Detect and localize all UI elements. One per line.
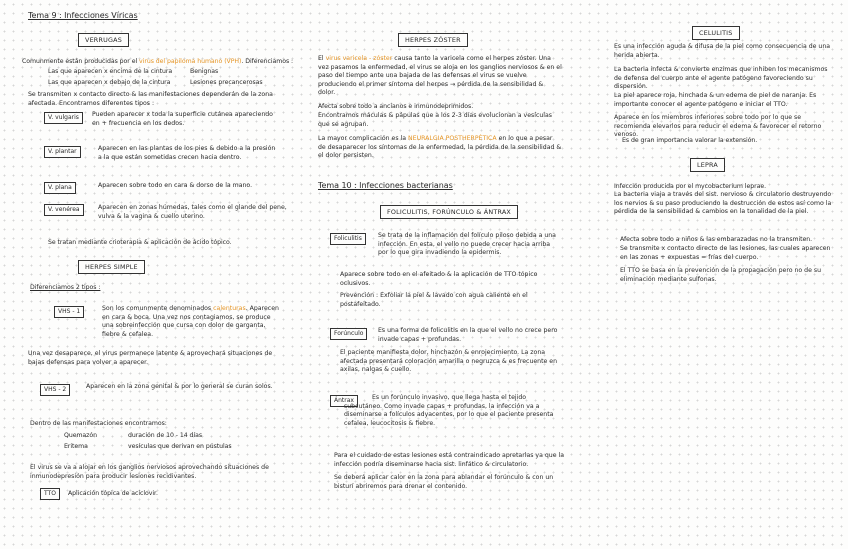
herpes-zoster-p3: Encontramos máculas & pápulas que a los 2-3 días evolucionan a vesículas que se agrupan. — [318, 112, 553, 128]
celulitis-heading-box: CELULITIS — [692, 26, 740, 40]
vhs1-text: Son los comunmente denominados calenturas. Aparecen en cara & boca. Una vez nos contagiamos, se produce una sobreinfección que cursa con dolor de garganta, fiebre & cefalea. — [102, 305, 279, 338]
verrugas-contagio: Se transmiten x contacto directo & las manifestaciones dependerán de la zona afectada. Encontramos diferentes tipos : — [28, 91, 273, 107]
verrugas-tratamiento: Se tratan mediante crioterapia & aplicación de ácido tópico. — [48, 239, 232, 246]
celulitis-p4: Aparece en los miembros inferiores sobre todo por lo que se recomienda elevarlos para reducir el edema & favorecer el retorno venoso. — [614, 114, 822, 139]
lepra-p2: La bacteria viaja a través del sist. nervioso & circulatorio destruyendo los nervios & su paso produciendo la destrucción de estos así como la pérdida de la sensibilidad & cambios en la tonalidad de la piel. — [614, 191, 832, 216]
verrugas-intro: Comunmente están producidas por el virus del papiloma humano (VPH). Diferenciamos : — [22, 58, 294, 65]
verrugas-row-1-type: Benignas — [190, 68, 219, 75]
cuidado-lesiones: Para el cuidado de estas lesiones está contraindicado apretarlas ya que la infección podría diseminarse hacia sist. linfático & circulatorio. — [334, 452, 564, 468]
verrugas-heading-box: VERRUGAS — [78, 33, 129, 47]
lepra-p4: Se transmite x contacto directo de las lesiones, las cuales aparecen en las zonas + expuestas = frías del cuerpo. — [620, 245, 831, 261]
v-vulgaris-text: Pueden aparecer x toda la superficie cutánea apareciendo en + frecuencia en los dedos. — [92, 111, 273, 127]
manifestaciones-intro: Dentro de las manifestaciones encontramos: — [30, 420, 167, 427]
verrugas-row-2: Las que aparecen x debajo de la cintura — [48, 79, 171, 86]
celulitis-p2: La bacteria infecta & convierte enzimas que inhiben los mecanismos de defensa del cuerpo ante el agente patógeno favoreciendo su dispersión. — [614, 66, 828, 91]
aplicar-calor: Se deberá aplicar calor en la zona para ablandar el forúnculo & con un bisturí abriremos para drenar el contenido. — [334, 474, 554, 490]
v-plana-label: V. plana — [44, 182, 76, 194]
foliculitis-label: Foliculitis — [330, 233, 366, 245]
lepra-p5: El TTO se basa en la prevención de la propagación pero no de su eliminación mediante sulfonas. — [620, 267, 822, 283]
celulitis-p1: Es una infección aguda & difusa de la piel como consecuencia de una herida abierta. — [614, 43, 831, 59]
celulitis-p3: La piel aparece roja, hinchada & un edema de piel de naranja. Es importante conocer el agente patógeno e iniciar el TTO. — [614, 92, 817, 108]
verrugas-row-2-type: Lesiones precancerosas — [190, 79, 263, 86]
antrax-text: Es un forúnculo invasivo, que llega hasta el tejido subcutáneo. Como invade capas + profundas, la infección va a diseminarse a folículos adyacentes, por lo que el paciente presenta cefalea, leucocitosis & fiebre. — [344, 394, 554, 427]
foliculitis-zones: Aparece sobre todo en el afeitado & la aplicación de TTO tópico oclusivos. — [340, 271, 538, 287]
v-venerea-text: Aparecen en zonas húmedas, tales como el glande del pene, vulva & la vagina & cuello uterino. — [98, 204, 287, 220]
celulitis-p5: Es de gran importancia valorar la extensión. — [622, 137, 758, 144]
herpes-zoster-heading-box: HERPES ZÓSTER — [398, 33, 468, 47]
herpes-simple-heading-box: HERPES SIMPLE — [78, 260, 145, 274]
lepra-p1: Infección producida por el mycobacterium leprae. — [614, 183, 766, 190]
tto-label: TTO — [40, 488, 60, 500]
herpes-simple-intro: Diferenciamos 2 tipos : — [30, 284, 101, 291]
v-plantar-text: Aparecen en las plantas de los pies & debido a la presión a la que están sometidas crecen hacia dentro. — [98, 145, 276, 161]
v-venerea-label: V. venérea — [44, 204, 84, 216]
manif-2-b: vesículas que derivan en pústulas — [128, 443, 232, 450]
forunculo-label: Forúnculo — [330, 328, 367, 340]
antrax-label: Ántrax — [330, 395, 358, 407]
herpes-zoster-p1: El virus varicela - zóster causa tanto la varicela como el herpes zóster. Una vez pasamos la enfermedad, el virus se aloja en los ganglios nerviosos & en el paso del tiempo ante una bajada de las defensas el virus se vuelve produciendo el primer síntoma del herpes → pérdida de la sensibilidad & dolor. — [318, 55, 562, 97]
foliculitis-text: Se trata de la inflamación del folículo piloso debida a una infección. En esta, el vello no puede crecer hacia arriba por lo que gira invadiendo la epidermis. — [378, 232, 556, 257]
tto-text: Aplicación tópica de aciclovir. — [68, 490, 158, 497]
herpes-inmuno: El virus se va a alojar en los ganglios nerviosos aprovechando situaciones de inmunodepresión para producir lesiones recidivantes. — [30, 464, 269, 480]
herpes-zoster-p4: La mayor complicación es la NEURALGIA POSTHERPÉTICA en lo que a pesar de desaparecer los síntomas de la enfermedad, la pérdida de la sensibilidad & el dolor persisten. — [318, 135, 562, 160]
v-vulgaris-label: V. vulgaris — [44, 112, 83, 124]
vhs1-label: VHS - 1 — [54, 306, 84, 318]
tema-10-title: Tema 10 : Infecciones bacterianas — [318, 181, 453, 190]
foliculitis-heading-box: FOLICULITIS, FORÚNCULO & ÁNTRAX — [380, 205, 518, 219]
verrugas-row-1: Las que aparecen x encima de la cintura — [48, 68, 173, 75]
foliculitis-prevencion: Prevención : Exfoliar la piel & lavado con agua caliente en el postafeitado. — [340, 292, 528, 308]
forunculo-sintomas: El paciente manifiesta dolor, hinchazón & enrojecimiento. La zona afectada presentará coloración amarilla o negruzca & es frecuente en axilas, nalgas & cuello. — [340, 349, 558, 374]
manif-2-a: Eritema — [64, 443, 88, 450]
v-plantar-label: V. plantar — [44, 146, 81, 158]
vhs2-text: Aparecen en la zona genital & por lo general se curan solos. — [86, 383, 273, 390]
vhs2-label: VHS - 2 — [40, 384, 70, 396]
herpes-latency: Una vez desaparece, el virus permanece latente & aprovechará situaciones de bajas defensas para volver a aparecer. — [28, 350, 273, 366]
lepra-heading-box: LEPRA — [690, 158, 725, 172]
forunculo-text: Es una forma de foliculitis en la que el vello no crece pero invade capas + profundas. — [378, 327, 558, 343]
v-plana-text: Aparecen sobre todo en cara & dorso de la mano. — [98, 182, 253, 189]
manif-1-b: duración de 10 - 14 días — [128, 432, 203, 439]
lepra-p3: Afecta sobre todo a niños & las embarazadas no la transmiten. — [620, 236, 813, 243]
herpes-zoster-p2: Afecta sobre todo a ancianos e inmunodeprimidos. — [318, 103, 474, 110]
topic-title: Tema 9 : Infecciones Víricas — [28, 11, 138, 20]
manif-1-a: Quemazón — [64, 432, 97, 439]
